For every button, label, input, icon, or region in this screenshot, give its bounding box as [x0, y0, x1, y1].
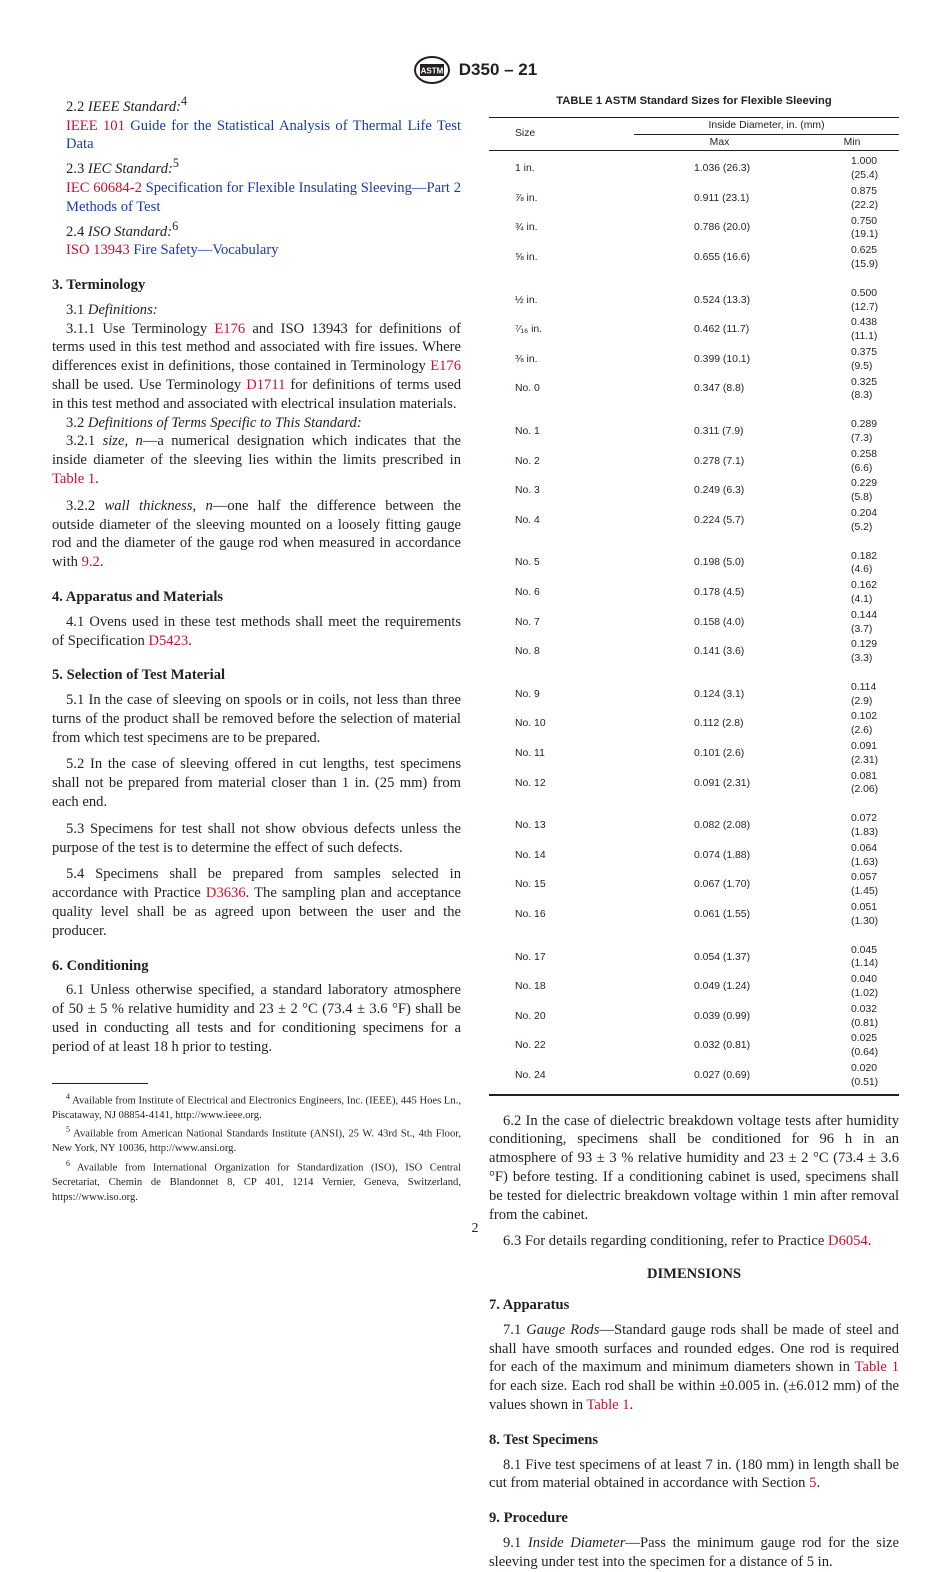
min-cell: 0.750 (19.1): [851, 215, 879, 241]
size-cell: No. 0: [515, 383, 540, 395]
min-cell: 0.091 (2.31): [851, 741, 879, 766]
table-row: [489, 243, 899, 273]
para-3-2-2: 3.2.2 wall thickness, n—one half the difference between the outside diameter of the sleeving mounted on a loosely fitting gauge rod and the diameter of the gauge rod when measured in accordance with 9.2.: [52, 497, 461, 571]
section-2-2-heading: 2.2 IEEE Standard:$^4$: [66, 94, 188, 115]
page-number: 2: [471, 1221, 479, 1236]
table-row: [489, 151, 899, 184]
max-cell: 0.278 (7.1): [694, 455, 745, 467]
size-cell: No. 20: [515, 1010, 546, 1022]
max-cell: 0.399 (10.1): [694, 353, 751, 365]
table-row: [489, 578, 899, 608]
table-row: [489, 506, 899, 536]
min-cell: 0.051 (1.30): [851, 902, 879, 927]
min-cell: 0.114 (2.9): [851, 681, 877, 707]
footnote-6: $^6$ Available from International Organization for Standardization (ISO), ISO Central Secretariat, Chemin de Blandonnet 8, CP 401, 1214 Vernier, Geneva, Switzerland, https://www.iso.org.: [52, 1159, 461, 1203]
section-2-4-heading: 2.4 ISO Standard:$^6$: [66, 218, 179, 240]
footnote-divider: [52, 1083, 148, 1084]
min-cell: 0.289 (7.3): [851, 419, 878, 444]
size-cell: No. 1: [515, 426, 540, 438]
min-cell: 0.204 (5.2): [851, 507, 878, 533]
min-cell: 1.000 (25.4): [851, 156, 879, 182]
size-cell: ⁷⁄₁₆ in.: [515, 324, 543, 336]
max-cell: 0.158 (4.0): [694, 616, 745, 628]
min-cell: 0.072 (1.83): [851, 813, 879, 839]
size-cell: No. 7: [515, 616, 540, 628]
ieee-101-reference: [52, 117, 461, 155]
max-cell: 0.347 (8.8): [694, 383, 745, 395]
dimensions-heading: DIMENSIONS: [646, 1266, 742, 1283]
document-code: D350 – 21: [458, 60, 538, 79]
min-cell: 0.438 (11.1): [851, 317, 878, 343]
size-cell: No. 6: [515, 587, 540, 598]
left-column: [52, 92, 461, 1205]
table-row: [489, 667, 899, 710]
max-cell: 0.655 (16.6): [694, 252, 751, 264]
d1711-link[interactable]: D1711: [246, 376, 286, 393]
max-cell: 0.049 (1.24): [694, 981, 751, 993]
min-cell: 0.182 (4.6): [851, 550, 878, 576]
max-cell: 0.039 (0.99): [694, 1010, 751, 1022]
section-5-link[interactable]: 5: [809, 1475, 817, 1492]
size-cell: ⅞ in.: [515, 192, 538, 204]
d5423-link[interactable]: D5423: [148, 632, 189, 649]
para-6-2: 6.2 In the case of dielectric breakdown voltage tests after humidity conditioning, specimens shall be conditioned for 96 h in an atmosphere of 93 ± 3 % relative humidity and 23 ± 2 °C (73.4 ± 3.6 °F) before testing. If a conditioning cabinet is used, specimens shall be tested for dielectric breakdown voltage within 1 min after removal from the cabinet.: [489, 1112, 899, 1223]
section-4-heading: 4. Apparatus and Materials: [52, 588, 224, 605]
table-row: [489, 900, 899, 930]
size-cell: No. 12: [515, 777, 546, 789]
para-3-1-1: 3.1.1 Use Terminology E176 and ISO 13943 for definitions of terms used in this test method and associated with fire issues. Where differences exist in definitions, those contained in Terminology E176 shall be used. Use Terminology D1711 for definitions of terms used in this test method and associated with electrical insulation materials.: [52, 320, 462, 412]
para-4-1: 4.1 Ovens used in these test methods shall meet the requirements of Specification D5423.: [52, 613, 461, 649]
iec-60684-link[interactable]: IEC 60684-2: [66, 179, 142, 196]
table-row: [489, 769, 899, 799]
table-row: [489, 930, 899, 973]
max-cell: 0.311 (7.9): [694, 426, 744, 438]
max-cell: 0.027 (0.69): [634, 1061, 805, 1095]
astm-logo-text: ASTM: [420, 66, 444, 76]
min-cell: 0.045 (1.14): [851, 944, 879, 970]
d3636-link[interactable]: D3636: [205, 885, 246, 902]
min-cell: 0.057 (1.45): [851, 872, 879, 898]
table-1-link-3[interactable]: Table 1: [586, 1396, 630, 1413]
max-cell: 0.101 (2.6): [694, 747, 745, 759]
max-cell: 0.082 (2.08): [694, 820, 751, 832]
size-cell: 1 in.: [515, 163, 535, 175]
max-cell: 0.524 (13.3): [694, 294, 751, 306]
min-cell: 0.081 (2.06): [851, 770, 879, 796]
max-cell: 0.032 (0.81): [694, 1040, 751, 1052]
iso-13943-link[interactable]: ISO 13943: [66, 242, 130, 259]
table-row: [489, 1061, 899, 1095]
size-cell: No. 15: [515, 879, 546, 891]
iso-13943-reference: [52, 241, 461, 260]
para-5-2: 5.2 In the case of sleeving offered in cut lengths, test specimens shall not be prepared from material closer than 1 in. (25 mm) from each end.: [52, 756, 461, 811]
table-row: [489, 608, 899, 638]
max-cell: 0.112 (2.8): [694, 718, 744, 730]
size-cell: No. 14: [515, 849, 546, 861]
min-cell: 0.625 (15.9): [851, 245, 879, 270]
min-cell: 0.875 (22.2): [851, 185, 879, 211]
para-6-3: 6.3 For details regarding conditioning, refer to Practice D6054.: [503, 1233, 872, 1250]
size-cell: No. 17: [515, 951, 546, 963]
para-5-1: 5.1 In the case of sleeving on spools or in coils, not less than three turns of the product shall be removed before the selection of material from which test specimens are to be prepared.: [52, 692, 461, 746]
section-7-heading: 7. Apparatus: [489, 1296, 570, 1313]
size-cell: No. 24: [489, 1061, 634, 1095]
table-row: [489, 870, 899, 900]
table-row: [489, 404, 899, 447]
table-row: [489, 273, 899, 316]
table-body: [489, 151, 899, 1095]
section-6-heading: 6. Conditioning: [52, 957, 149, 974]
table-row: [489, 536, 899, 579]
min-cell: 0.025 (0.64): [851, 1033, 879, 1059]
iso-13943-title-link[interactable]: Fire Safety—Vocabulary: [133, 242, 279, 259]
max-cell: 0.249 (6.3): [694, 485, 745, 497]
table-row: [489, 476, 899, 506]
para-7-1: 7.1 Gauge Rods—Standard gauge rods shall be made of steel and shall have smooth surfaces and rounded edges. One rod is required for each of the maximum and minimum diameters shown in Table 1 for each size. Each rod shall be within ±0.005 in. (±6.012 mm) of the values shown in Table 1.: [489, 1321, 899, 1413]
para-9-1: 9.1 Inside Diameter—Pass the minimum gauge rod for the size sleeving under test into the specimen for a distance of 5 in.: [489, 1534, 899, 1570]
d6054-link[interactable]: D6054: [828, 1233, 868, 1250]
size-cell: No. 11: [515, 747, 545, 759]
astm-logo-icon: [413, 55, 451, 85]
table-row: [489, 315, 899, 345]
max-cell: 0.178 (4.5): [694, 587, 745, 598]
table-1-link[interactable]: Table 1: [52, 470, 96, 487]
min-cell: 0.258 (6.6): [851, 448, 878, 474]
table-row: [489, 214, 899, 244]
table-row: [489, 841, 899, 871]
max-cell: 0.198 (5.0): [694, 557, 745, 569]
max-cell: 0.141 (3.6): [694, 646, 745, 658]
size-cell: No. 13: [515, 820, 546, 832]
table-row: [489, 739, 899, 769]
size-cell: ⅜ in.: [515, 353, 538, 365]
right-column: [489, 92, 899, 1572]
size-cell: No. 9: [515, 688, 540, 700]
footnote-5: $^5$ Available from American National Standards Institute (ANSI), 25 W. 43rd St., 4th Floor, New York, NY 10036, http://www.ansi.org.: [52, 1125, 461, 1155]
max-cell: 0.074 (1.88): [694, 849, 751, 861]
max-cell: 1.036 (26.3): [694, 163, 751, 175]
e176-link-2[interactable]: E176: [430, 358, 461, 375]
table-row: [489, 1002, 899, 1032]
column-header-size: Size: [489, 117, 634, 151]
size-cell: No. 8: [515, 646, 540, 658]
size-cell: No. 5: [515, 557, 540, 569]
min-cell: 0.102 (2.6): [851, 711, 878, 737]
size-cell: No. 10: [515, 718, 546, 730]
max-cell: 0.786 (20.0): [694, 222, 751, 234]
para-5-4: 5.4 Specimens shall be prepared from samples selected in accordance with Practice D3636. The sampling plan and acceptance quality level shall be as agreed upon between the user and the producer.: [52, 866, 461, 939]
section-5-heading: 5. Selection of Test Material: [52, 667, 226, 684]
para-3-2: 3.2 Definitions of Terms Specific to This Standard:: [66, 414, 362, 431]
min-cell: 0.064 (1.63): [851, 842, 879, 868]
size-cell: No. 4: [515, 514, 540, 526]
footnote-4: $^4$ Available from Institute of Electrical and Electronics Engineers, Inc. (IEEE), 445 Hoes Ln., Piscataway, NJ 08854-4141, http://www.ieee.org.: [52, 1091, 461, 1121]
size-cell: No. 22: [515, 1040, 546, 1052]
max-cell: 0.054 (1.37): [694, 951, 751, 963]
size-cell: ½ in.: [515, 294, 538, 306]
max-cell: 0.067 (1.70): [694, 879, 751, 891]
section-9-2-link[interactable]: 9.2: [81, 554, 100, 571]
column-header-inside-diameter: Inside Diameter, in. (mm): [634, 117, 899, 134]
min-cell: 0.500 (12.7): [851, 287, 879, 313]
size-cell: No. 2: [515, 455, 540, 467]
page-header: [0, 55, 950, 85]
max-cell: 0.911 (23.1): [694, 192, 750, 204]
min-cell: 0.020 (0.51): [805, 1061, 899, 1095]
para-6-1: 6.1 Unless otherwise specified, a standard laboratory atmosphere of 50 ± 5 % relative humidity and 23 ± 2 °C (73.4 ± 3.6 °F) shall be used in conducting all tests and for conditioning specimens for a period of at least 18 h prior to testing.: [52, 982, 461, 1055]
para-8-1: 8.1 Five test specimens of at least 7 in. (180 mm) in length shall be cut from material obtained in accordance with Section 5.: [489, 1456, 899, 1492]
min-cell: 0.144 (3.7): [851, 609, 878, 635]
iec-60684-reference: [52, 179, 461, 217]
table-row: [489, 709, 899, 739]
size-cell: No. 16: [515, 908, 546, 920]
table-row: [489, 1031, 899, 1061]
sleeving-sizes-table: [489, 117, 899, 1096]
table-row: [489, 972, 899, 1002]
max-cell: 0.124 (3.1): [694, 688, 745, 700]
iec-60684-title-link[interactable]: Specification for Flexible Insulating Sleeving—Part 2 Methods of Test: [66, 179, 461, 215]
ieee-101-title-link[interactable]: Guide for the Statistical Analysis of Thermal Life Test Data: [66, 117, 461, 153]
max-cell: 0.462 (11.7): [694, 324, 750, 336]
table-1-link-2[interactable]: Table 1: [854, 1359, 899, 1376]
min-cell: 0.032 (0.81): [851, 1003, 879, 1029]
min-cell: 0.229 (5.8): [851, 478, 878, 504]
min-cell: 0.040 (1.02): [851, 974, 879, 1000]
para-5-3: 5.3 Specimens for test shall not show obvious defects unless the purpose of the test is to determine the effect of such defects.: [52, 820, 461, 856]
max-cell: 0.061 (1.55): [694, 908, 751, 920]
max-cell: 0.091 (2.31): [694, 777, 751, 789]
column-header-max: Max: [634, 134, 805, 151]
table-row: [489, 798, 899, 841]
min-cell: 0.162 (4.1): [851, 580, 878, 605]
table-row: [489, 637, 899, 667]
table-row: [489, 375, 899, 405]
section-3-heading: 3. Terminology: [52, 276, 146, 293]
min-cell: 0.375 (9.5): [851, 346, 878, 372]
size-cell: ¾ in.: [515, 222, 538, 234]
size-cell: No. 18: [515, 981, 546, 993]
max-cell: 0.224 (5.7): [694, 514, 745, 526]
para-3-1: 3.1 Definitions:: [66, 301, 158, 318]
column-header-min: Min: [805, 134, 899, 151]
section-2-3-heading: 2.3 IEC Standard:$^5$: [66, 156, 179, 178]
min-cell: 0.325 (8.3): [851, 376, 878, 402]
e176-link[interactable]: E176: [214, 320, 246, 337]
size-cell: ⅝ in.: [515, 252, 538, 264]
section-8-heading: 8. Test Specimens: [489, 1431, 599, 1448]
ieee-101-link[interactable]: IEEE 101: [66, 117, 125, 134]
table-1-title: TABLE 1 ASTM Standard Sizes for Flexible Sleeving: [556, 95, 832, 107]
para-3-2-1: 3.2.1 size, n—a numerical designation which indicates that the inside diameter of the sleeving lies within the limits prescribed in Table 1.: [52, 433, 462, 487]
table-row: [489, 447, 899, 477]
min-cell: 0.129 (3.3): [851, 639, 878, 665]
table-row: [489, 345, 899, 375]
size-cell: No. 3: [515, 485, 540, 497]
section-9-heading: 9. Procedure: [489, 1510, 568, 1527]
table-row: [489, 184, 899, 214]
